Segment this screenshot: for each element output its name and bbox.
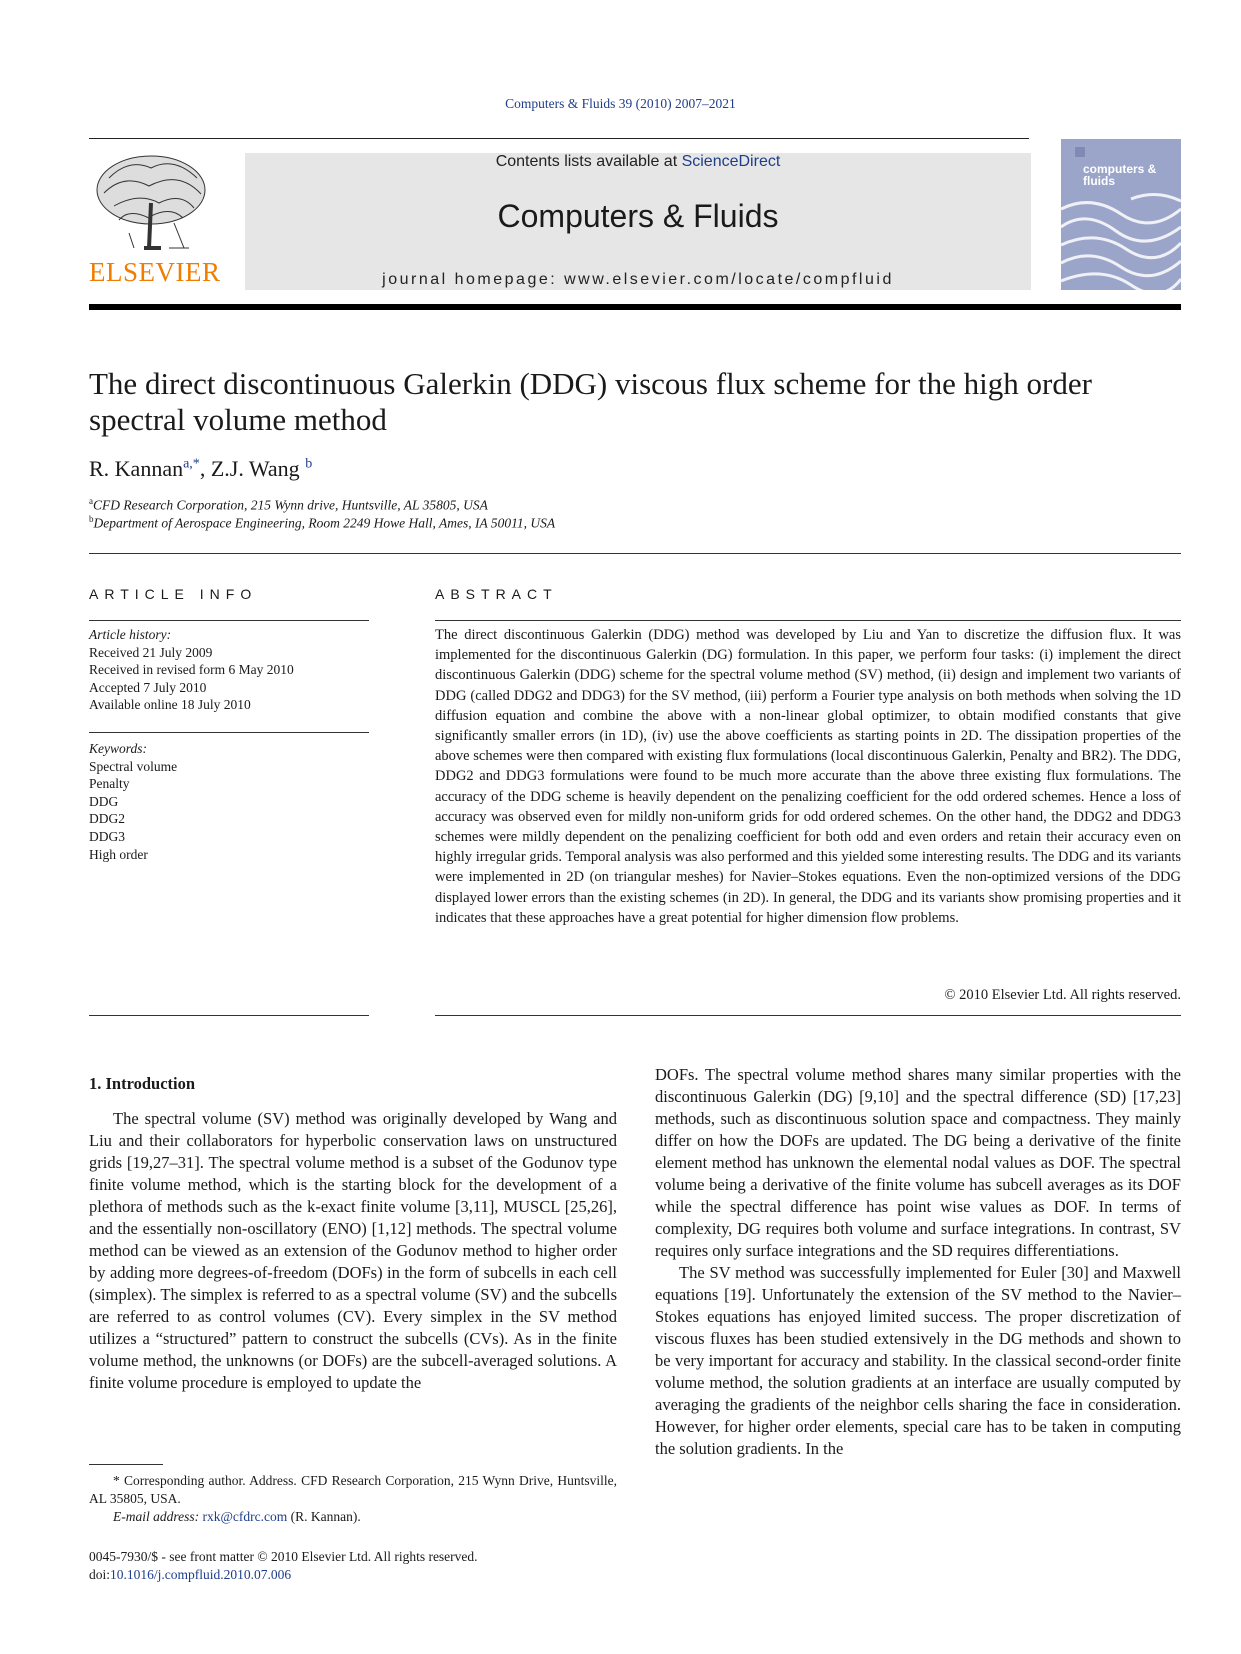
keywords-label: Keywords: — [89, 741, 147, 756]
history-item: Received in revised form 6 May 2010 — [89, 662, 294, 678]
keyword: High order — [89, 846, 148, 862]
sciencedirect-link[interactable]: ScienceDirect — [681, 153, 781, 170]
abstract-text: The direct discontinuous Galerkin (DDG) method was developed by Liu and Yan to discretize the diffusion flux. It was implemented for the discontinuous Galerkin (DG) formulation. In this paper, we perform four tasks: (i) implement the direct discontinuous Galerkin (DDG) scheme for the spectral volume method (SV) method, (ii) design and implement two variants of DDG (called DDG2 and DDG3) for the SV method, (iii) perform a Fourier type analysis on both methods when solving the 1D diffusion equation and combine the above with a non-linear global optimizer, to obtain modified constants that give significantly smaller errors (in 1D), (iv) use the above coefficients as starting points in 2D. The dissipation properties of the above schemes were then compared with existing flux formulations (local discontinuous Galerkin, Penalty and BR2). The DDG, DDG2 and DDG3 formulations were found to be much more accurate than the above three existing flux formulations. The accuracy of the DDG scheme is heavily dependent on the penalizing coefficient for the odd ordered schemes. Hence a loss of accuracy was observed even for mildly non-uniform grids for odd ordered schemes. On the other hand, the DDG2 and DDG3 schemes were mildly dependent on the penalizing coefficient for both odd and even orders and retain their accuracy even on highly irregular grids. Temporal analysis was also performed and this yielded some interesting results. The DDG and its variants were implemented in 2D (on triangular meshes) for Navier–Stokes equations. Even the non-optimized versions of the DDG displayed lower errors than the existing schemes (in 2D). In general, the DDG and its variants show promising properties and it indicates that these approaches have a great potential for higher dimension flow problems. — [435, 627, 1181, 926]
issn-line: 0045-7930/$ - see front matter © 2010 Elsevier Ltd. All rights reserved. — [89, 1549, 478, 1564]
affiliation-b — [89, 514, 555, 532]
info-rule — [89, 620, 369, 621]
email-suffix: (R. Kannan). — [287, 1509, 361, 1524]
keyword: DDG2 — [89, 811, 125, 827]
affiliation-text: Department of Aerospace Engineering, Room 2249 Howe Hall, Ames, IA 50011, USA — [93, 515, 556, 531]
email-label: E-mail address: — [113, 1509, 203, 1524]
history-item: Received 21 July 2009 — [89, 644, 213, 660]
header-thick-rule — [89, 304, 1181, 310]
author-affiliation-mark[interactable]: b — [305, 456, 313, 472]
header-rule — [89, 138, 1029, 139]
tree-logo-icon — [89, 148, 219, 258]
author-separator: , — [199, 456, 211, 481]
keyword: DDG3 — [89, 828, 125, 844]
affiliation-mark: a — [89, 496, 93, 506]
article-history — [89, 626, 369, 714]
contents-prefix: Contents lists available at — [495, 153, 682, 170]
section-heading: 1. Introduction — [89, 1074, 196, 1093]
title-rule — [89, 553, 1181, 554]
doi-line — [89, 1566, 617, 1584]
email-link[interactable]: rxk@cfdrc.com — [202, 1509, 288, 1524]
abstract-rule — [435, 1015, 1181, 1016]
journal-citation-link[interactable]: Computers & Fluids 39 (2010) 2007–2021 — [505, 96, 736, 111]
keyword: Penalty — [89, 776, 130, 792]
keywords-block — [89, 740, 369, 863]
journal-homepage[interactable]: journal homepage: www.elsevier.com/locate/compfluid — [382, 271, 894, 288]
affiliation-text: CFD Research Corporation, 215 Wynn drive, Huntsville, AL 35805, USA — [93, 497, 488, 513]
journal-cover-image — [1061, 139, 1181, 290]
abstract-heading: ABSTRACT — [435, 586, 558, 602]
keyword: Spectral volume — [89, 758, 178, 774]
elsevier-wordmark: ELSEVIER — [89, 257, 221, 287]
intro-right-column — [655, 1064, 1181, 1460]
footnote-rule — [89, 1464, 163, 1465]
affiliation-mark: b — [89, 514, 94, 524]
info-rule — [89, 1015, 369, 1016]
affiliation-a — [89, 496, 488, 514]
history-label: Article history: — [89, 627, 172, 642]
journal-banner — [245, 153, 1031, 290]
doi-link[interactable]: 10.1016/j.compfluid.2010.07.006 — [110, 1567, 292, 1582]
author-name: Z.J. Wang — [210, 456, 300, 481]
author-name: R. Kannan — [89, 456, 184, 481]
intro-paragraph: DOFs. The spectral volume method shares many similar properties with the discontinuous Galerkin (DG) [9,10] and the spectral difference (SD) [17,23] methods, such as discontinuous solution space and compactness. They mainly differ on how the DOFs are updated. The DG being a derivative of the finite element method has unknown the elemental nodal values as DOF. The spectral volume being a derivative of the finite volume has subcell averages as its DOF while the spectral difference has point wise values as DOF. In terms of complexity, DG requires both volume and surface integrations. In contrast, SV requires only surface integrations and the SD requires differentiations. — [655, 1065, 1181, 1260]
intro-paragraph: The SV method was successfully implemented for Euler [30] and Maxwell equations [19]. Unfortunately the extension of the SV method to the Navier–Stokes equations has enjoyed limited success. The proper discretization of viscous fluxes has been studied extensively in the DG methods and shown to be very important for accuracy and stability. In the classical second-order finite volume method, the solution gradients at an interface are usually computed by averaging the gradients of the neighbor cells sharing the face in consideration. However, for higher order elements, special care has to be taken in computing the solution gradients. In the — [655, 1263, 1181, 1458]
author-list — [89, 456, 312, 482]
history-item: Accepted 7 July 2010 — [89, 679, 207, 695]
intro-paragraph: The spectral volume (SV) method was originally developed by Wang and Liu and their collaborators for hyperbolic conservation laws on unstructured grids [19,27–31]. The spectral volume method is a subset of the Godunov type finite volume method, which is the starting block for the development of a plethora of methods such as the k-exact finite volume [3,11], MUSCL [25,26], and the essentially non-oscillatory (ENO) [1,12] methods. The spectral volume method can be viewed as an extension of the Godunov method to higher order by adding more degrees-of-freedom (DOFs) in the form of subcells in each cell (simplex). The simplex is referred to as a spectral volume (SV) and the subcells are referred to as control volumes (CV). Every simplex in the SV method utilizes a “structured” pattern to construct the subcells (CVs). As in the finite volume method, the unknowns (or DOFs) are the subcell-averaged solutions. A finite volume procedure is employed to update the — [89, 1109, 617, 1392]
intro-left-column — [89, 1108, 617, 1394]
journal-title: Computers & Fluids — [497, 198, 779, 234]
author-affiliation-mark[interactable]: a,* — [183, 456, 200, 472]
info-rule — [89, 732, 369, 733]
corresponding-author-note: * Corresponding author. Address. CFD Research Corporation, 215 Wynn Drive, Huntsville, AL 35805, USA. — [89, 1473, 617, 1506]
history-item: Available online 18 July 2010 — [89, 697, 251, 713]
cover-title: computers & fluids — [1083, 162, 1157, 188]
doi-label: doi: — [89, 1567, 111, 1582]
abstract-copyright: © 2010 Elsevier Ltd. All rights reserved. — [944, 987, 1181, 1003]
email-note — [89, 1508, 641, 1526]
abstract-rule — [435, 620, 1181, 621]
elsevier-logo — [89, 148, 219, 288]
article-title: The direct discontinuous Galerkin (DDG) viscous flux scheme for the high order spectral volume method — [89, 366, 1092, 437]
contents-line — [245, 153, 1031, 171]
article-info-heading: ARTICLE INFO — [89, 586, 258, 602]
keyword: DDG — [89, 793, 119, 809]
